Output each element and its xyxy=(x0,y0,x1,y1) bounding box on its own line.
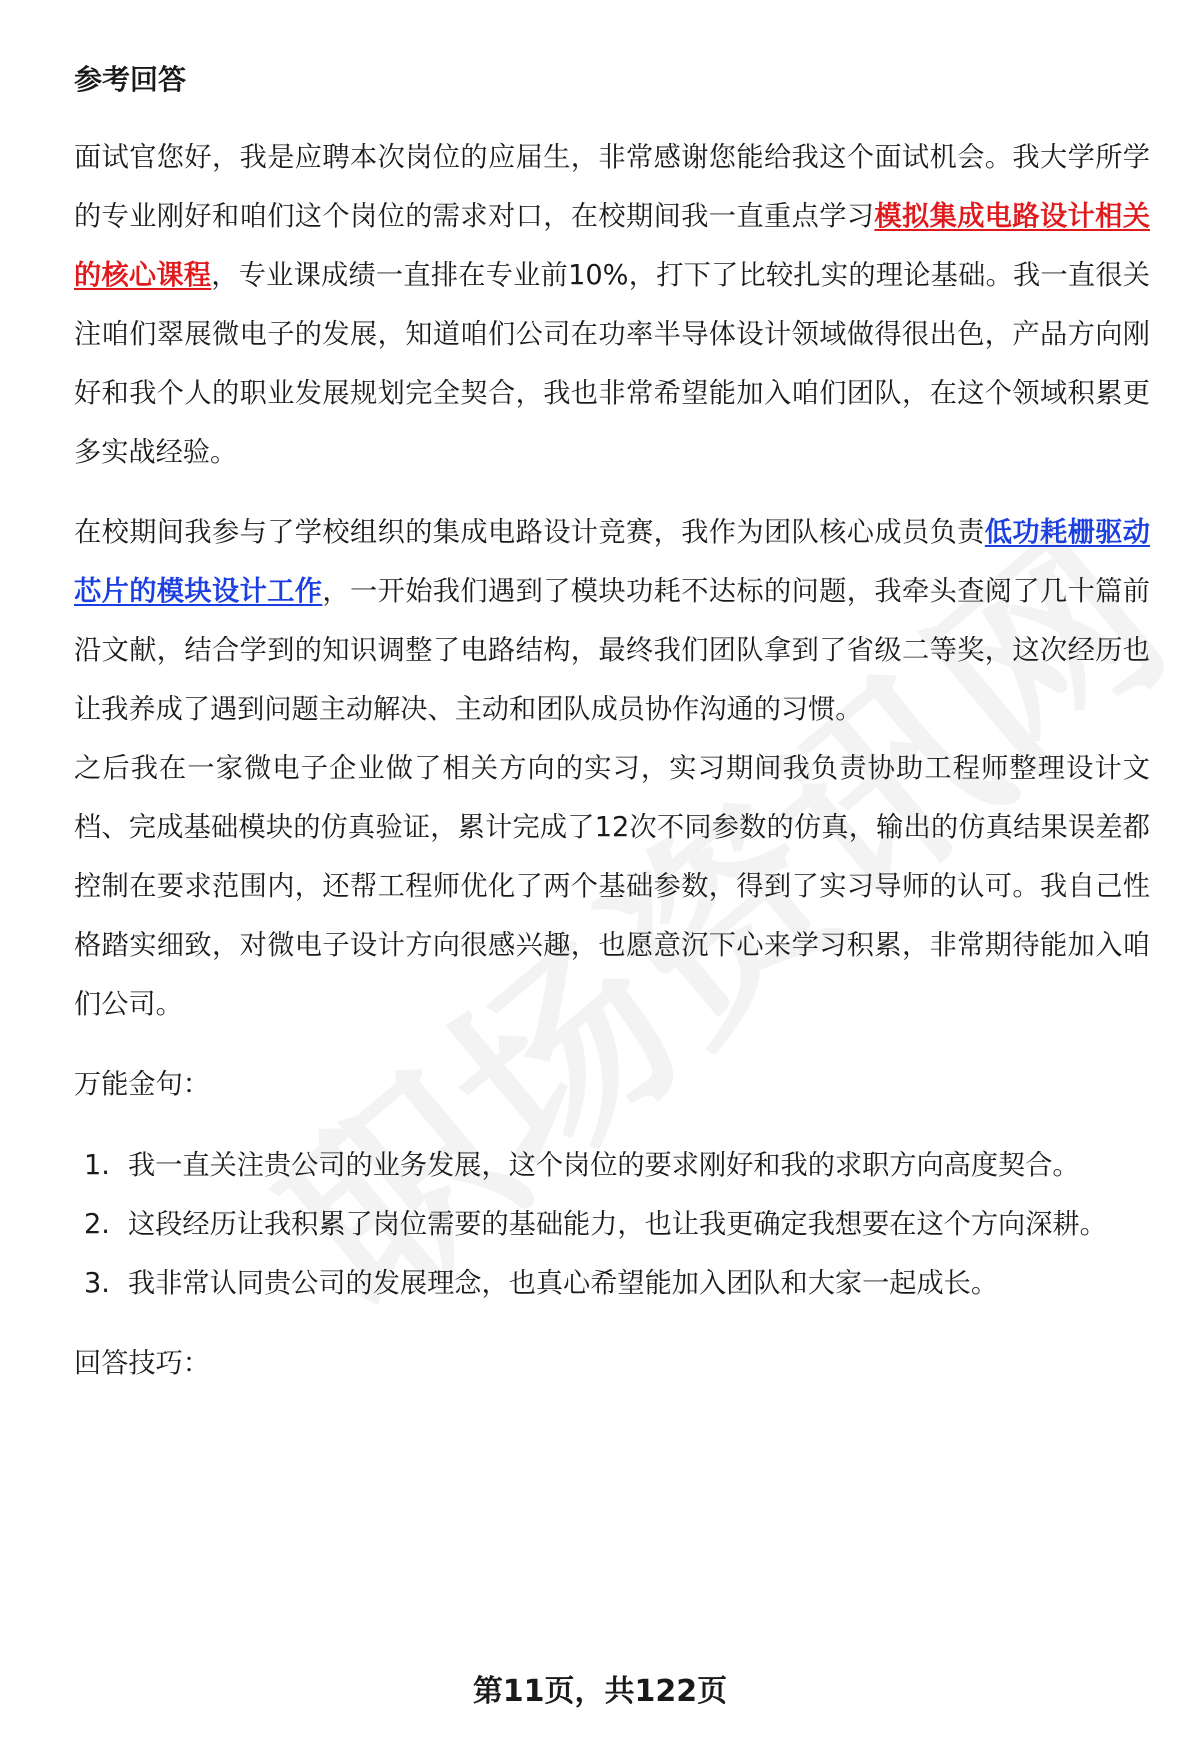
list-item xyxy=(74,1195,1150,1254)
list-item-text: 我非常认同贵公司的发展理念，也真心希望能加入团队和大家一起成长。 xyxy=(128,1268,999,1299)
paragraph-competition xyxy=(74,503,1150,739)
paragraph-competition-text: 在校期间我参与了学校组织的集成电路设计竞赛，我作为团队核心成员负责 xyxy=(74,517,985,548)
paragraph-internship: 之后我在一家微电子企业做了相关方向的实习，实习期间我负责协助工程师整理设计文档、完成基础模块的仿真验证，累计完成了12次不同参数的仿真，输出的仿真结果误差都控制在要求范围内，还帮工程师优化了两个基础参数，得到了实习导师的认可。我自己性格踏实细致，对微电子设计方向很感兴趣，也愿意沉下心来学习积累，非常期待能加入咱们公司。 xyxy=(74,753,1150,1020)
paragraph-intro xyxy=(74,128,1150,482)
page-number: 第11页，共122页 xyxy=(472,1674,728,1709)
list-item-text: 我一直关注贵公司的业务发展，这个岗位的要求刚好和我的求职方向高度契合。 xyxy=(128,1150,1080,1181)
list-number: 3. xyxy=(84,1268,110,1299)
paragraph-intro-text-rest: ，专业课成绩一直排在专业前10%，打下了比较扎实的理论基础。我一直很关注咱们翠展微电子的发展，知道咱们公司在功率半导体设计领域做得很出色，产品方向刚好和我个人的职业发展规划完全契合，我也非常希望能加入咱们团队，在这个领域积累更多实战经验。 xyxy=(74,260,1150,468)
list-item xyxy=(74,1254,1150,1313)
section-heading: 参考回答 xyxy=(74,63,187,96)
list-item xyxy=(74,1136,1150,1195)
highlight-core-courses: 模拟集成电路设计相关的核心课程 xyxy=(74,201,1150,291)
highlight-module-design: 低功耗栅驱动芯片的模块设计工作 xyxy=(74,517,1150,607)
list-item-text: 这段经历让我积累了岗位需要的基础能力，也让我更确定我想要在这个方向深耕。 xyxy=(128,1209,1107,1240)
quotes-label: 万能金句： xyxy=(74,1069,210,1100)
paragraph-intro-text: 面试官您好，我是应聘本次岗位的应届生，非常感谢您能给我这个面试机会。我大学所学的专业刚好和咱们这个岗位的需求对口，在校期间我一直重点学习 xyxy=(74,142,1150,232)
tips-label: 回答技巧： xyxy=(74,1348,210,1379)
paragraph-competition-text-rest: ，一开始我们遇到了模块功耗不达标的问题，我牵头查阅了几十篇前沿文献，结合学到的知识调整了电路结构，最终我们团队拿到了省级二等奖，这次经历也让我养成了遇到问题主动解决、主动和团队成员协作沟通的习惯。 xyxy=(74,576,1150,725)
list-number: 2. xyxy=(84,1209,110,1240)
list-number: 1. xyxy=(84,1150,110,1181)
quotes-list xyxy=(74,1136,1150,1313)
answer-content xyxy=(74,58,1150,1393)
